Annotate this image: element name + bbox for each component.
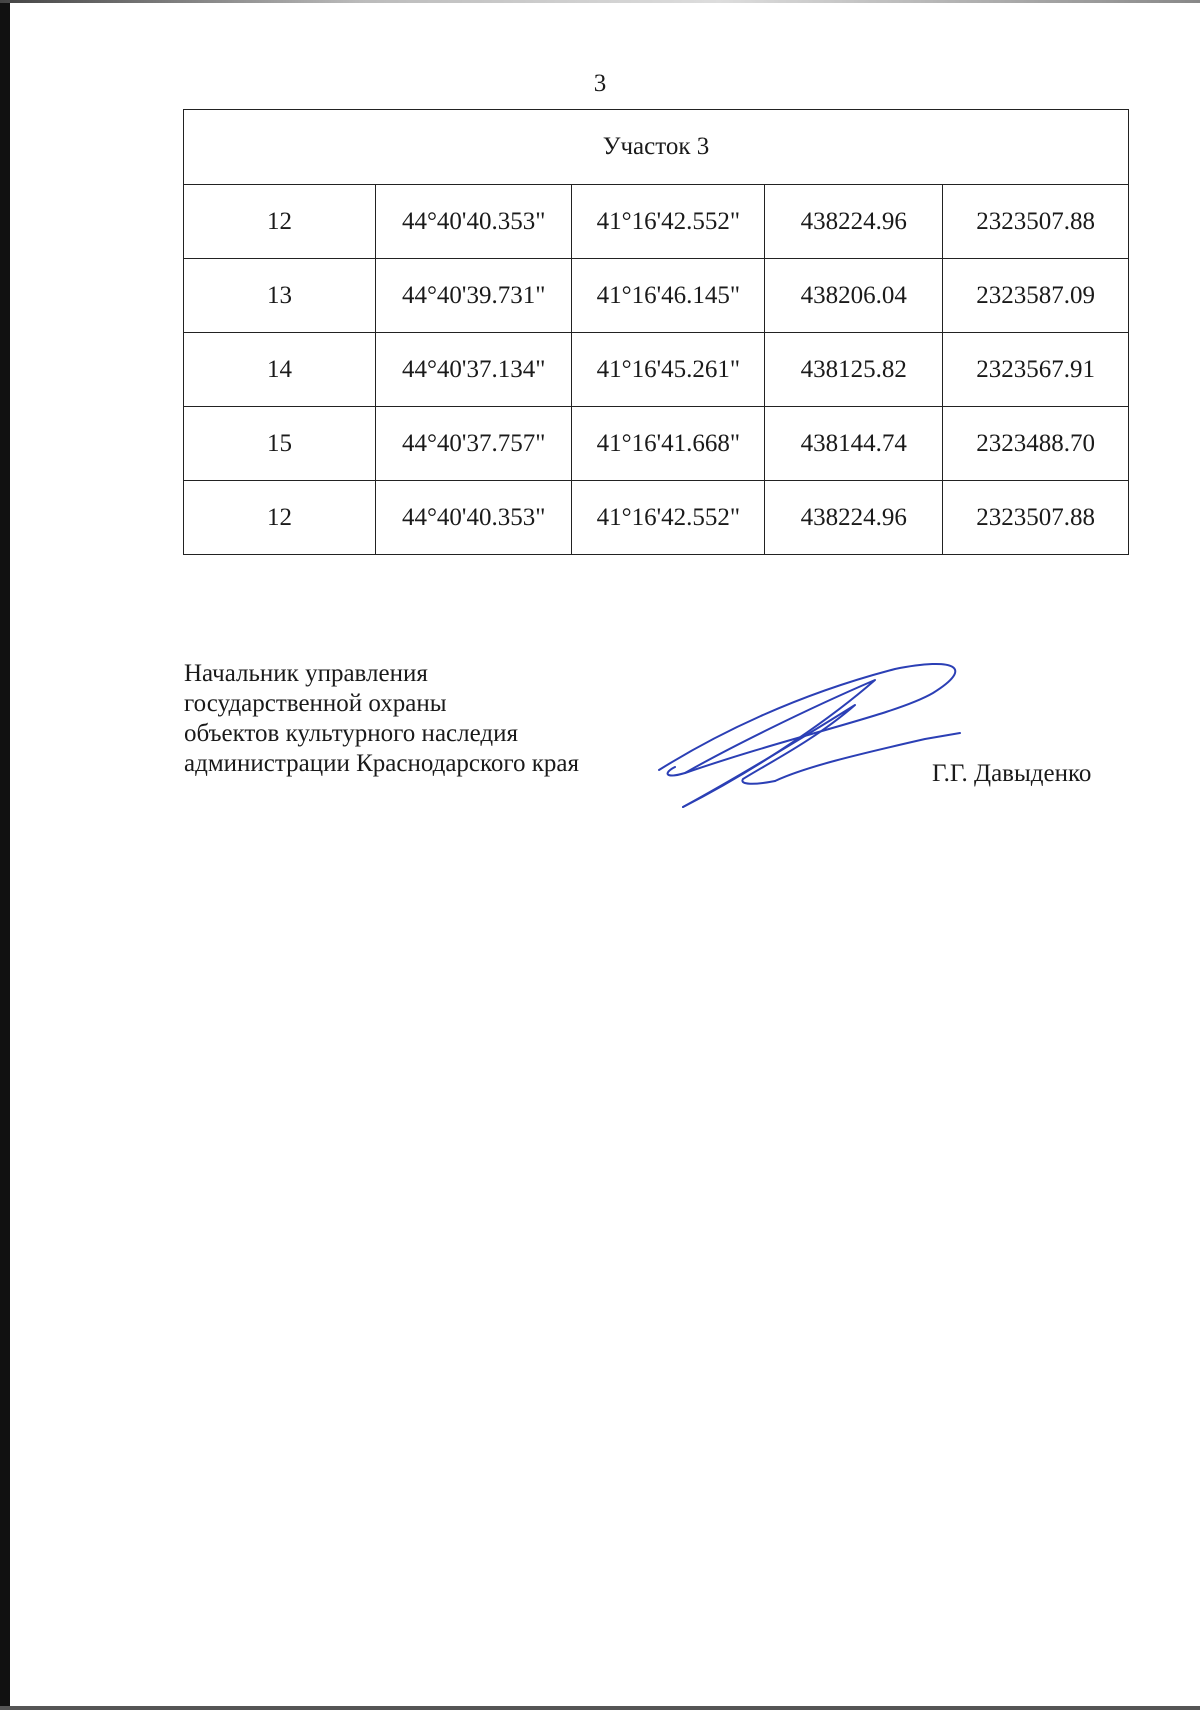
signer-name: Г.Г. Давыденко <box>932 760 1092 787</box>
y-coordinate-cell: 2323587.09 <box>943 259 1129 333</box>
latitude-cell: 44°40'37.757" <box>375 407 571 481</box>
table-row <box>184 407 1129 481</box>
y-coordinate-cell: 2323488.70 <box>943 407 1129 481</box>
longitude-cell: 41°16'46.145" <box>572 259 765 333</box>
signer-position <box>184 659 579 779</box>
table-row <box>184 185 1129 259</box>
section-title: Участок 3 <box>184 110 1129 185</box>
y-coordinate-cell: 2323567.91 <box>943 333 1129 407</box>
scan-edge-left <box>0 0 10 1710</box>
longitude-cell: 41°16'42.552" <box>572 481 765 555</box>
longitude-cell: 41°16'45.261" <box>572 333 765 407</box>
x-coordinate-cell: 438206.04 <box>765 259 943 333</box>
x-coordinate-cell: 438224.96 <box>765 481 943 555</box>
point-number-cell: 14 <box>184 333 376 407</box>
point-number-cell: 15 <box>184 407 376 481</box>
point-number-cell: 12 <box>184 185 376 259</box>
latitude-cell: 44°40'40.353" <box>375 481 571 555</box>
latitude-cell: 44°40'37.134" <box>375 333 571 407</box>
x-coordinate-cell: 438125.82 <box>765 333 943 407</box>
signature-stroke <box>659 664 955 776</box>
scan-edge-top <box>0 0 1200 3</box>
scan-edge-bottom <box>0 1706 1200 1710</box>
handwritten-signature <box>655 655 975 825</box>
longitude-cell: 41°16'41.668" <box>572 407 765 481</box>
signature-strokes <box>659 664 960 807</box>
coordinates-table <box>183 109 1129 555</box>
position-line: государственной охраны <box>184 690 447 717</box>
latitude-cell: 44°40'39.731" <box>375 259 571 333</box>
table-row <box>184 481 1129 555</box>
y-coordinate-cell: 2323507.88 <box>943 185 1129 259</box>
table-section-header-row <box>184 110 1129 185</box>
point-number-cell: 13 <box>184 259 376 333</box>
point-number-cell: 12 <box>184 481 376 555</box>
x-coordinate-cell: 438144.74 <box>765 407 943 481</box>
latitude-cell: 44°40'40.353" <box>375 185 571 259</box>
signature-stroke <box>683 705 855 807</box>
y-coordinate-cell: 2323507.88 <box>943 481 1129 555</box>
table-row <box>184 259 1129 333</box>
position-line: Начальник управления <box>184 660 428 687</box>
position-line: администрации Краснодарского края <box>184 750 580 777</box>
page-number: 3 <box>593 70 607 97</box>
longitude-cell: 41°16'42.552" <box>572 185 765 259</box>
position-line: объектов культурного наследия <box>184 720 518 747</box>
x-coordinate-cell: 438224.96 <box>765 185 943 259</box>
table-row <box>184 333 1129 407</box>
